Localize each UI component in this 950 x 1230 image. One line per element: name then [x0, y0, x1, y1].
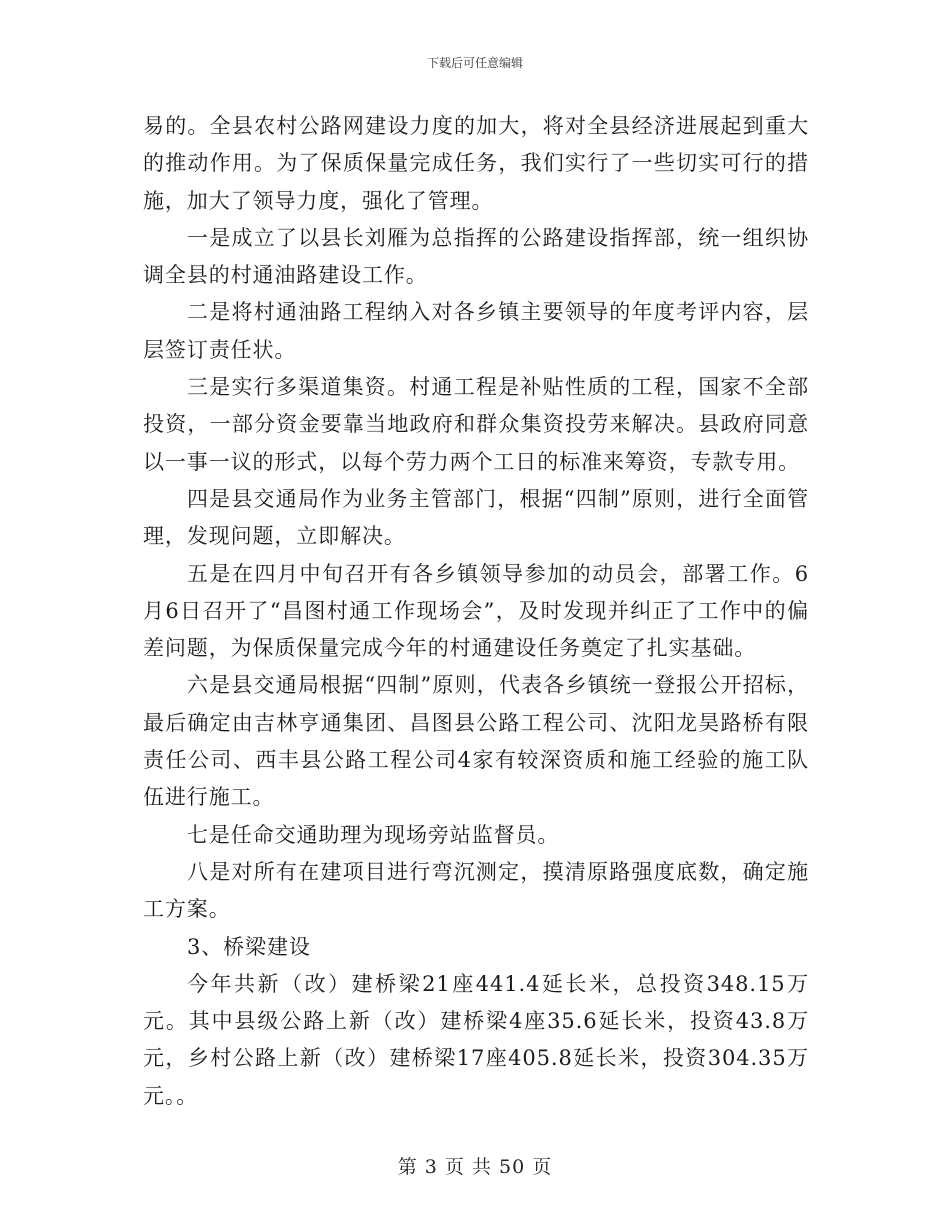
paragraph-item-7: 七是任命交通助理为现场旁站监督员。 — [187, 822, 560, 847]
page-header: 下载后可任意编辑 — [426, 56, 523, 70]
paragraph-item-4: 四是县交通局作为业务主管部门，根据“四制”原则，进行全面管理，发现问题，立即解决。 — [143, 486, 809, 549]
paragraph-item-2: 二是将村通油路工程纳入对各乡镇主要领导的年度考评内容，层层签订责任状。 — [143, 300, 809, 362]
page-number: 第 3 页 共 50 页 — [397, 1156, 553, 1178]
paragraph-continuation: 易的。全县农村公路网建设力度的加大，将对全县经济进展起到重大的推动作用。为了保质保量完成任务，我们实行了一些切实可行的措施，加大了领导力度，强化了管理。 — [143, 114, 809, 213]
document-body — [143, 108, 809, 1115]
paragraph-item-8: 八是对所有在建项目进行弯沉测定，摸清原路强度底数，确定施工方案。 — [143, 859, 809, 922]
paragraph-bridge-summary: 今年共新（改）建桥梁21座441.4延长米，总投资348.15万元。其中县级公路上新（改）建桥梁4座35.6延长米，投资43.8万元，乡村公路上新（改）建桥梁17座405.8延长米，投资304.35万元。。 — [143, 971, 809, 1108]
paragraph-item-3: 三是实行多渠道集资。村通工程是补贴性质的工程，国家不全部投资，一部分资金要靠当地政府和群众集资投劳来解决。县政府同意以一事一议的形式，以每个劳力两个工日的标准来筹资，专款专用。 — [143, 375, 809, 474]
paragraph-item-1: 一是成立了以县长刘雁为总指挥的公路建设指挥部，统一组织协调全县的村通油路建设工作。 — [143, 225, 809, 288]
paragraph-item-6: 六是县交通局根据“四制”原则，代表各乡镇统一登报公开招标，最后确定由吉林亨通集团、昌图县公路工程公司、沈阳龙昊路桥有限责任公司、西丰县公路工程公司4家有较深资质和施工经验的施工队伍进行施工。 — [143, 673, 809, 810]
section-heading: 3、桥梁建设 — [187, 934, 311, 959]
paragraph-item-5: 五是在四月中旬召开有各乡镇领导参加的动员会，部署工作。6月6日召开了“昌图村通工作现场会”，及时发现并纠正了工作中的偏差问题，为保质保量完成今年的村通建设任务奠定了扎实基础。 — [143, 561, 809, 661]
